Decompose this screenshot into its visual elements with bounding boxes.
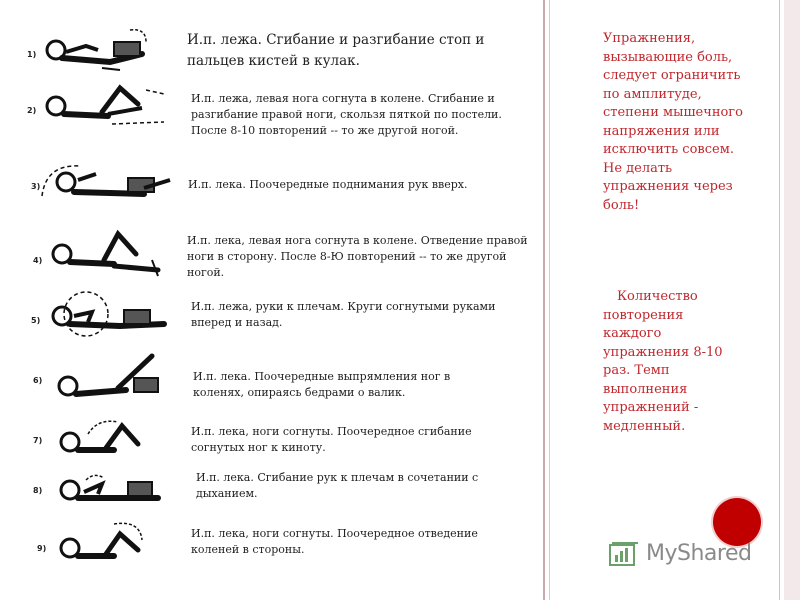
exercise-text-9: И.п. лека, ноги согнуты. Поочередное отведение коленей в стороны. xyxy=(191,527,478,556)
exercise-figure-8 xyxy=(58,470,168,510)
exercise-figure-4 xyxy=(48,226,164,282)
exercise-text-2: И.п. лежа, левая нога согнута в колене. Сгибание и разгибание правой ноги, скользя пяткой по постели. После 8-10 повторений -- то же другой ногой. xyxy=(191,92,502,137)
exercise-figure-1 xyxy=(42,24,162,76)
exercise-number: 2) xyxy=(27,106,37,115)
side-band xyxy=(784,0,800,600)
exercise-text-4: И.п. лека, левая нога согнута в колене. Отведение правой ноги в сторону. После 8-Ю повторений -- то же другой ногой. xyxy=(187,234,528,279)
exercise-number: 9) xyxy=(37,544,47,553)
exercise-text-5: И.п. лежа, руки к плечам. Круги согнутыми руками вперед и назад. xyxy=(191,300,496,329)
exercise-figure-2 xyxy=(42,82,170,130)
divider-line xyxy=(543,0,545,600)
divider-line xyxy=(779,0,780,600)
exercise-text-1: И.п. лежа. Сгибание и разгибание стоп и пальцев кистей в кулак. xyxy=(187,32,485,69)
exercise-text-8: И.п. лека. Сгибание рук к плечам в сочетании с дыханием. xyxy=(196,471,479,500)
exercise-figure-3 xyxy=(34,160,174,204)
sidebar-note-1: Упражнения, вызывающие боль, следует ограничить по амплитуде, степени мышечного напряжения или исключить совсем. Не делать упражнения через боль! xyxy=(603,31,743,213)
exercise-number: 6) xyxy=(33,376,43,385)
exercise-number: 8) xyxy=(33,486,43,495)
exercise-number: 7) xyxy=(33,436,43,445)
divider-line xyxy=(549,0,550,600)
logo-text: MyShared xyxy=(646,540,752,566)
exercise-number: 5) xyxy=(31,316,41,325)
exercise-figure-6 xyxy=(56,350,164,404)
sidebar-note-2: Количество повторения каждого упражнения 8-10 раз. Темп выполнения упражнений - медленный. xyxy=(603,289,723,434)
exercise-number: 1) xyxy=(27,50,37,59)
exercise-text-3: И.п. лека. Поочередные поднимания рук вверх. xyxy=(188,178,468,191)
myshared-logo xyxy=(608,538,751,568)
exercise-figure-9 xyxy=(58,520,148,566)
exercise-figure-5 xyxy=(40,290,170,346)
exercise-text-7: И.п. лека, ноги согнуты. Поочередное сгибание согнутых ног к киноту. xyxy=(191,425,472,454)
exercise-number: 3) xyxy=(31,182,41,191)
exercise-number: 4) xyxy=(33,256,43,265)
chart-icon xyxy=(608,539,640,567)
exercise-figure-7 xyxy=(58,416,148,462)
exercise-text-6: И.п. лека. Поочередные выпрямления ног в коленях, опираясь бедрами о валик. xyxy=(193,370,451,399)
